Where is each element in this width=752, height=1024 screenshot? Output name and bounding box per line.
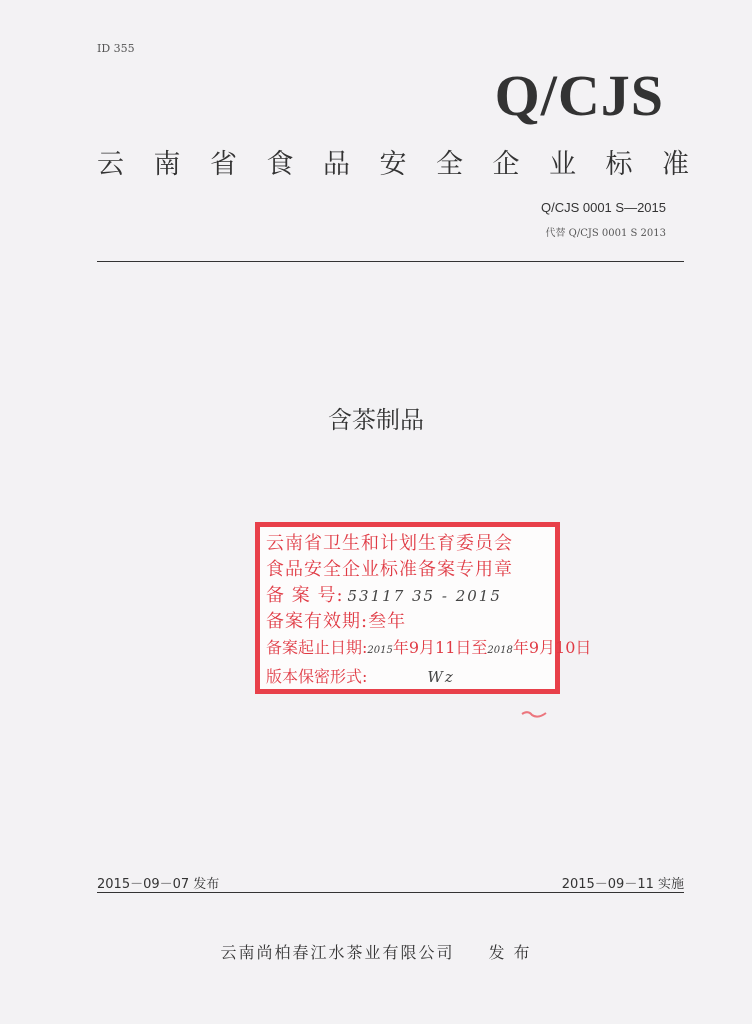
validity-label: 备案有效期:: [266, 611, 369, 632]
registration-stamp: [255, 522, 592, 694]
stamp-residue-mark: [520, 708, 550, 720]
record-number-value: 53117 35 - 2015: [347, 587, 502, 605]
stamp-record-number: [266, 583, 551, 609]
stamp-confidentiality: [266, 664, 551, 690]
title-char: 准: [662, 149, 689, 180]
title-char: 企: [492, 149, 520, 180]
stamp-authority: 云南省卫生和计划生育委员会: [266, 533, 513, 554]
period-start-md: 年9月11日至: [392, 638, 488, 657]
validity-value: 叁年: [368, 611, 407, 632]
stamp-validity: [266, 609, 551, 635]
title-char: 业: [549, 149, 576, 180]
title-char: 标: [605, 149, 633, 180]
confidentiality-value: Wz: [427, 668, 455, 686]
record-number-label: 备 案 号:: [266, 585, 344, 606]
period-start-year: 2015: [367, 645, 393, 656]
standard-number: Q/CJS 0001 S—2015: [540, 200, 666, 215]
title-char: 南: [153, 149, 181, 180]
header-divider: [97, 261, 684, 262]
standard-logo: Q/CJS: [494, 63, 664, 128]
document-title: 含茶制品: [328, 406, 424, 434]
standard-category-title: [97, 142, 689, 181]
document-id: ID 355: [97, 42, 135, 55]
issuer-suffix: 发 布: [488, 943, 532, 962]
confidentiality-label: 版本保密形式:: [266, 667, 368, 686]
title-char: 省: [210, 149, 237, 180]
period-label: 备案起止日期:: [266, 638, 368, 657]
title-char: 品: [323, 149, 350, 180]
footer-divider: [97, 892, 684, 893]
title-char: 安: [379, 149, 407, 180]
issue-date: 2015－09－07 发布: [97, 877, 220, 892]
stamp-period: [266, 635, 592, 664]
title-char: 食: [266, 149, 294, 180]
period-end-year: 2018: [487, 645, 513, 656]
issuer: [0, 940, 752, 963]
implementation-date: 2015－09－11 实施: [561, 877, 684, 892]
stamp-purpose: 食品安全企业标准备案专用章: [266, 559, 513, 580]
title-char: 全: [436, 149, 463, 180]
title-char: 云: [97, 149, 124, 180]
replaces-standard: 代替 Q/CJS 0001 S 2013: [545, 228, 666, 239]
issuer-name: 云南尚柏春江水茶业有限公司: [220, 943, 455, 962]
period-end-md: 年9月10日: [512, 638, 592, 657]
